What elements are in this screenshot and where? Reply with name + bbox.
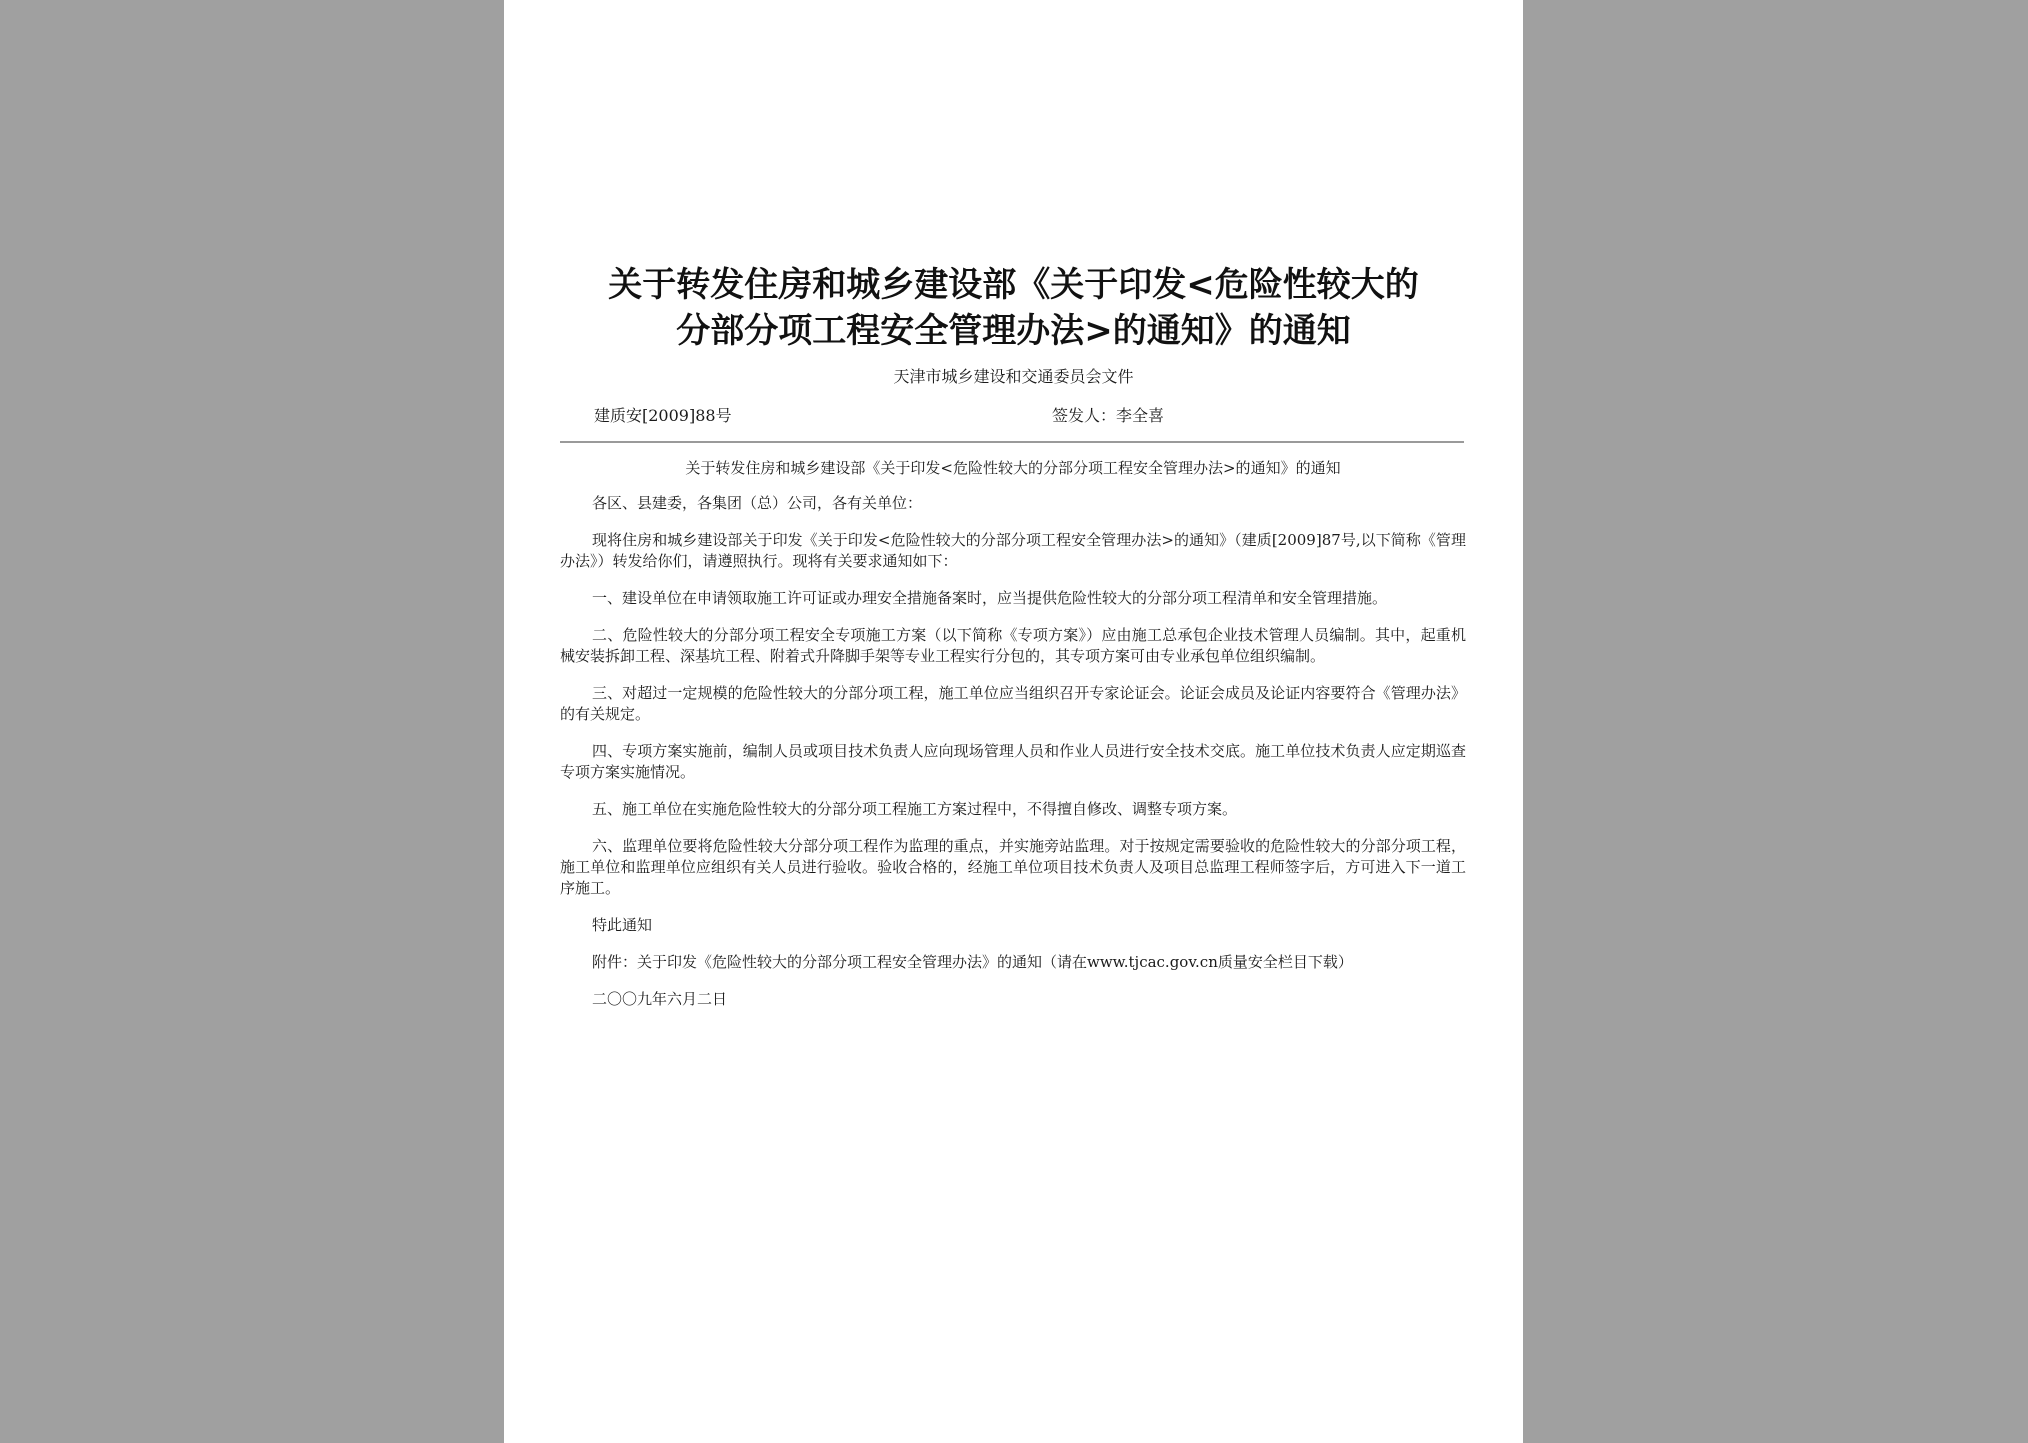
paragraph-item-6: 六、监理单位要将危险性较大分部分项工程作为监理的重点，并实施旁站监理。对于按规定需要验收的危险性较大的分部分项工程，施工单位和监理单位应组织有关人员进行验收。验收合格的，经施工单位项目技术负责人及项目总监理工程师签字后，方可进入下一道工序施工。: [560, 837, 1466, 897]
document-body: [560, 458, 1466, 1026]
signer: 签发人：李全喜: [1052, 406, 1165, 425]
body-subtitle: 关于转发住房和城乡建设部《关于印发<危险性较大的分部分项工程安全管理办法>的通知》的通知: [685, 459, 1341, 477]
paragraph-intro: 现将住房和城乡建设部关于印发《关于印发<危险性较大的分部分项工程安全管理办法>的通知》（建质[2009]87号,以下简称《管理办法》）转发给你们，请遵照执行。现将有关要求通知如下：: [560, 531, 1466, 570]
document-title: [504, 262, 1523, 354]
paragraph-item-2: 二、危险性较大的分部分项工程安全专项施工方案（以下简称《专项方案》）应由施工总承包企业技术管理人员编制。其中，起重机械安装拆卸工程、深基坑工程、附着式升降脚手架等专业工程实行分包的，其专项方案可由专业承包单位组织编制。: [560, 626, 1466, 665]
document-number: 建质安[2009]88号: [594, 406, 732, 425]
paragraph-item-5: 五、施工单位在实施危险性较大的分部分项工程施工方案过程中，不得擅自修改、调整专项方案。: [592, 800, 1238, 818]
paragraph-item-4: 四、专项方案实施前，编制人员或项目技术负责人应向现场管理人员和作业人员进行安全技术交底。施工单位技术负责人应定期巡查专项方案实施情况。: [560, 742, 1466, 781]
attachment-line: 附件：关于印发《危险性较大的分部分项工程安全管理办法》的通知（请在www.tjcac.gov.cn质量安全栏目下载）: [592, 953, 1353, 971]
paragraph-item-1: 一、建设单位在申请领取施工许可证或办理安全措施备案时，应当提供危险性较大的分部分项工程清单和安全管理措施。: [592, 589, 1388, 607]
title-line-1: 关于转发住房和城乡建设部《关于印发<危险性较大的: [608, 265, 1419, 305]
header-divider: [560, 441, 1464, 443]
salutation: 各区、县建委，各集团（总）公司，各有关单位：: [592, 494, 923, 512]
title-line-2: 分部分项工程安全管理办法>的通知》的通知: [676, 311, 1351, 351]
document-page: [504, 0, 1523, 1443]
closing-line: 特此通知: [592, 916, 653, 934]
document-date: 二〇〇九年六月二日: [592, 990, 728, 1008]
issuer-line: 天津市城乡建设和交通委员会文件: [893, 367, 1134, 386]
paragraph-item-3: 三、对超过一定规模的危险性较大的分部分项工程，施工单位应当组织召开专家论证会。论证会成员及论证内容要符合《管理办法》的有关规定。: [560, 684, 1466, 723]
